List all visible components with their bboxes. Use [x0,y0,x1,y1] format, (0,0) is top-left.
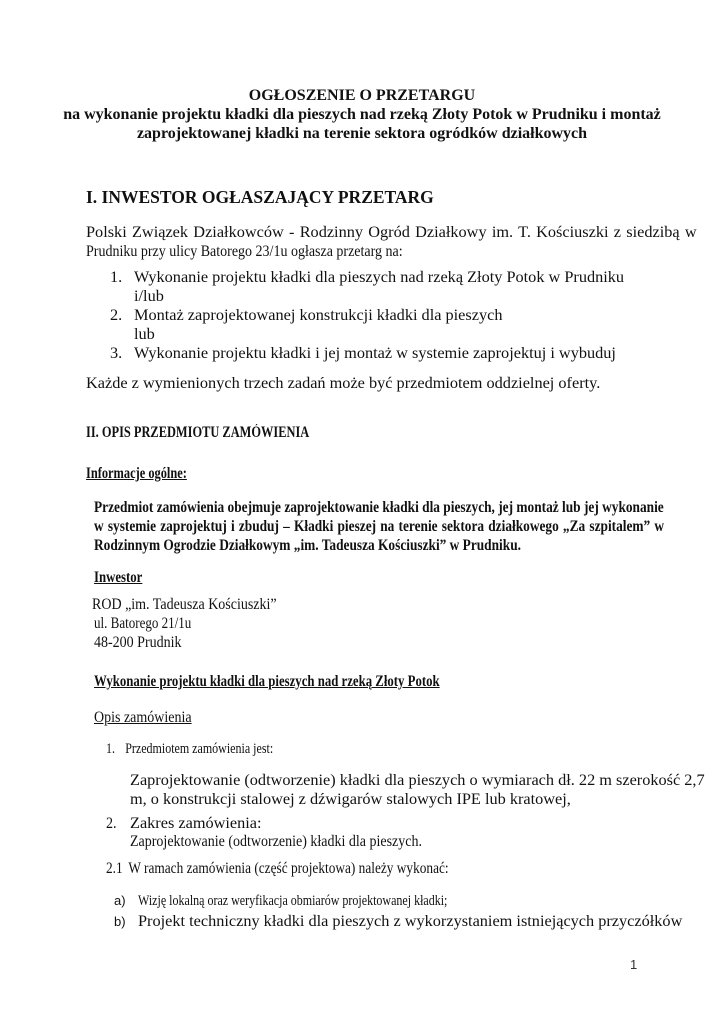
subitem-text: Projekt techniczny kładki dla pieszych z wykorzystaniem istniejących przyczółków [138,911,683,930]
page-number: 1 [630,957,638,972]
offer-item-2 [110,305,502,324]
point-label: Przedmiotem zamówienia jest: [125,741,274,757]
offer-item-1-sub: i/lub [134,286,164,305]
point-2-text: Zaprojektowanie (odtworzenie) kładki dla pieszych. [130,831,422,850]
point-1-text-line1: Zaprojektowanie (odtworzenie) kładki dla pieszych o wymiarach dł. 22 m szerokość 2,7 [130,770,705,789]
investor-city: 48-200 Prudnik [94,632,182,651]
project-heading: Wykonanie projektu kładki dla pieszych nad rzeką Złoty Potok [94,673,440,690]
section1-intro-line2: Prudniku przy ulicy Batorego 23/1u ogłasza przetarg na: [86,241,403,260]
offer-item-number: 2. [110,305,123,324]
document-title: OGŁOSZENIE O PRZETARGU [248,87,476,104]
order-description-heading: Opis zamówienia [94,707,192,726]
section2-heading: II. OPIS PRZEDMIOTU ZAMÓWIENIA [86,424,310,441]
offer-item-text: Wykonanie projektu kładki dla pieszych nad rzeką Złoty Potok w Prudniku [134,267,625,286]
section1-heading: I. INWESTOR OGŁASZAJĄCY PRZETARG [86,187,434,207]
offer-item-text: Montaż zaprojektowanej konstrukcji kładki dla pieszych [134,305,503,324]
point-number: 2. [106,813,117,832]
general-info-line2: w systemie zaprojektuj i zbuduj – Kładki pieszej na terenie sektora działkowego „Za szpitalem” w [94,518,665,535]
point-label: W ramach zamówienia (część projektowa) należy wykonać: [128,860,449,877]
point-2 [106,813,262,832]
offer-item-3 [110,343,616,362]
investor-name: ROD „im. Tadeusza Kościuszki” [92,594,277,613]
point-1-text-line2: m, o konstrukcji stalowej z dźwigarów stalowych IPE lub kratowej, [130,789,571,808]
subitem-b [114,911,682,931]
point-2-1 [106,860,449,878]
point-number: 2.1 [106,860,123,877]
offer-item-text: Wykonanie projektu kładki i jej montaż w systemie zaprojektuj i wybuduj [134,343,616,362]
investor-heading: Inwestor [94,569,143,586]
subitem-text: Wizję lokalną oraz weryfikacja obmiarów projektowanej kładki; [138,893,448,909]
offer-item-2-sub: lub [134,324,155,343]
general-info-heading: Informacje ogólne: [86,465,187,482]
section1-note: Każde z wymienionych trzech zadań może być przedmiotem oddzielnej oferty. [86,373,601,392]
general-info-line3: Rodzinnym Ogrodzie Działkowym „im. Tadeusza Kościuszki” w Prudniku. [94,537,521,554]
point-number: 1. [106,741,115,757]
document-subtitle-line2: zaprojektowanej kładki na terenie sektora ogródków działkowych [136,125,588,142]
investor-street: ul. Batorego 21/1u [94,613,192,632]
offer-item-1 [110,267,624,286]
subitem-letter: b) [114,914,126,929]
subitem-a [114,893,525,910]
offer-item-number: 3. [110,343,123,362]
point-label: Zakres zamówienia: [130,813,262,832]
section1-intro-line1: Polski Związek Działkowców - Rodzinny Ogród Działkowy im. T. Kościuszki z siedzibą w [86,222,697,241]
offer-item-number: 1. [110,267,123,286]
point-1 [106,741,273,758]
document-subtitle-line1: na wykonanie projektu kładki dla pieszych nad rzeką Złoty Potok w Prudniku i montaż [63,106,661,123]
general-info-line1: Przedmiot zamówienia obejmuje zaprojektowanie kładki dla pieszych, jej montaż lub jej wykonanie [94,499,664,516]
subitem-letter: a) [114,893,126,908]
